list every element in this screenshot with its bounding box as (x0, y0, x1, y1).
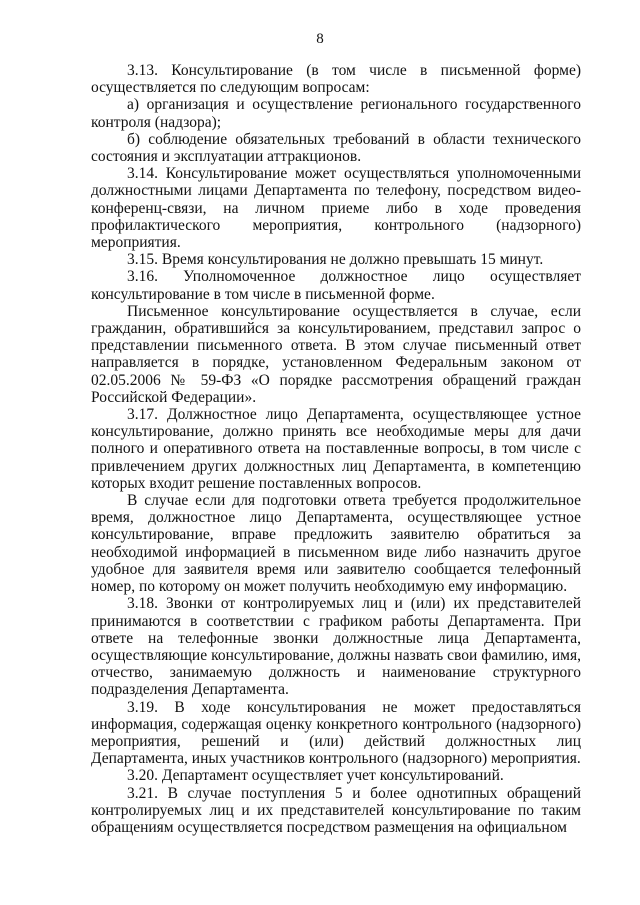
paragraph-written-consultation: Письменное консультирование осуществляется в случае, если гражданин, обратившийся за консультированием, представил запрос о представлении письменного ответа. В этом случае письменный ответ направляется в порядке, установленном Федеральным законом от 02.05.2006 № 59-ФЗ «О порядке рассмотрения обращений граждан Российской Федерации». (91, 302, 581, 406)
paragraph-3-17: 3.17. Должностное лицо Департамента, осуществляющее устное консультирование, должно принять все необходимые меры для дачи полного и оперативного ответа на поставленные вопросы, в том числе с привлечением других должностных лиц Департамента, в компетенцию которых входит решение поставленных вопросов. (91, 406, 581, 492)
paragraph-3-16: 3.16. Уполномоченное должностное лицо осуществляет консультирование в том числе в письменной форме. (91, 268, 581, 303)
paragraph-3-20: 3.20. Департамент осуществляет учет консультирований. (127, 767, 504, 785)
paragraph-3-19: 3.19. В ходе консультирования не может предоставляться информация, содержащая оценку конкретного контрольного (надзорного) мероприятия, решений и (или) действий должностных лиц Департамента, иных участников контрольного (надзорного) мероприятия. (91, 698, 581, 768)
paragraph-3-21: 3.21. В случае поступления 5 и более однотипных обращений контролируемых лиц и их представителей консультирование по таким обращениям осуществляется посредством размещения на официальном (91, 784, 581, 836)
paragraph-3-13-b: б) соблюдение обязательных требований в области технического состояния и эксплуатации аттракционов. (91, 130, 581, 166)
paragraph-3-13-a: а) организация и осуществление регионального государственного контроля (надзора); (91, 96, 581, 131)
paragraph-3-14: 3.14. Консультирование может осуществляться уполномоченными должностными лицами Департамента по телефону, посредством видео-конференц-связи, на личном приеме либо в ходе проведения профилактического мероприятия, контрольного (надзорного) мероприятия. (91, 165, 581, 252)
page-number: 8 (316, 31, 324, 47)
paragraph-long-preparation: В случае если для подготовки ответа требуется продолжительное время, должностное лицо Департамента, осуществляющее устное консультирование, вправе предложить заявителю обратиться за необходимой информацией в письменном виде либо назначить другое удобное для заявителя время или заявителю сообщается телефонный номер, по которому он может получить необходимую ему информацию. (91, 492, 581, 596)
paragraph-3-18: 3.18. Звонки от контролируемых лиц и (или) их представителей принимаются в соответствии с графиком работы Департамента. При ответе на телефонные звонки должностные лица Департамента, осуществляющие консультирование, должны назвать свои фамилию, имя, отчество, занимаемую должность и наименование структурного подразделения Департамента. (91, 595, 581, 699)
paragraph-3-13: 3.13. Консультирование (в том числе в письменной форме) осуществляется по следующим вопросам: (91, 62, 581, 97)
document-body (91, 62, 581, 836)
paragraph-3-15: 3.15. Время консультирования не должно превышать 15 минут. (127, 251, 544, 269)
